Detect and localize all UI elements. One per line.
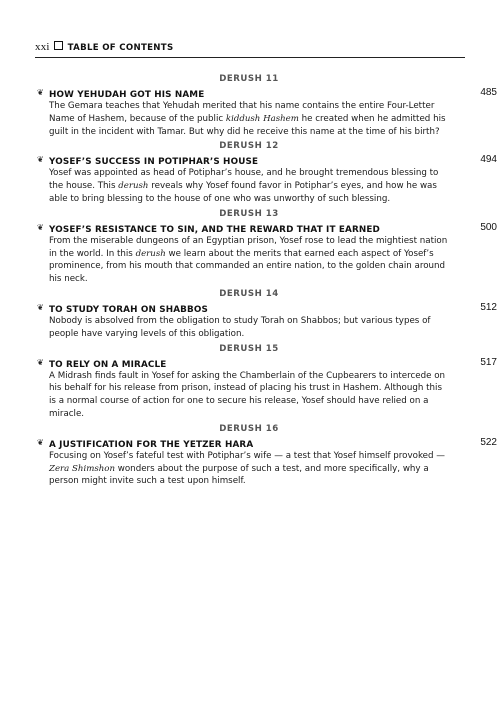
description-text: A Midrash finds fault in Yosef for asking the Chamberlain of the Cupbearers to intercede on his behalf for his release from prison, instead of placing his trust in Hashem. Although this is a normal course of action for one to secure his release, Yosef should have relied on a miracle. — [49, 370, 446, 419]
toc-entry — [37, 208, 497, 286]
entry-description — [49, 167, 449, 205]
entry-title: HOW YEHUDAH GOT HIS NAME — [49, 90, 205, 100]
description-text: we learn about the merits that earned each aspect of Yosef’s prominence, from his mouth that commanded an entire nation, to the golden chain around his neck. — [49, 248, 446, 285]
italic-term: kiddush Hashem — [225, 113, 299, 124]
italic-term: derush — [135, 248, 166, 259]
description-text: he created when he admitted his guilt in the incident with Tamar. But why did he receive this name at the time of his birth? — [49, 113, 446, 137]
page-number: xxi — [35, 41, 50, 53]
entry-title-row[interactable] — [37, 301, 497, 315]
entry-page-number: 494 — [480, 154, 497, 166]
entry-title-row[interactable] — [37, 436, 497, 450]
square-ornament-icon — [54, 41, 63, 50]
entry-description — [49, 370, 449, 421]
entry-title-row[interactable] — [37, 153, 497, 168]
toc-entries — [37, 71, 497, 490]
derush-heading: DERUSH 14 — [219, 288, 279, 299]
description-text: From the miserable dungeons of an Egyptian prison, Yosef rose to lead the mightiest nation in the world. In this — [49, 235, 448, 259]
description-text: Nobody is absolved from the obligation to study Torah on Shabbos; but various types of people have varying levels of this obligation. — [49, 315, 431, 339]
derush-heading: DERUSH 16 — [219, 423, 279, 434]
fleuron-bullet-icon: ❦ — [37, 302, 44, 312]
entry-page-number: 485 — [480, 87, 497, 98]
italic-term: derush — [118, 181, 149, 192]
entry-title-row[interactable] — [37, 86, 497, 100]
derush-heading: DERUSH 11 — [219, 74, 279, 84]
description-text: wonders about the purpose of such a test, and more specifically, why a person might invite such a test upon himself. — [49, 463, 429, 487]
header-rule — [35, 57, 465, 58]
toc-entry — [37, 140, 497, 205]
entry-title-row[interactable] — [37, 221, 497, 235]
derush-heading: DERUSH 12 — [219, 141, 279, 152]
toc-entry — [37, 288, 497, 341]
description-text: The Gemara teaches that Yehudah merited that his name contains the entire Four-Letter Name of Hashem, because of the public — [49, 101, 435, 124]
entry-page-number: 500 — [480, 221, 497, 233]
fleuron-bullet-icon: ❦ — [37, 357, 44, 367]
entry-description — [49, 235, 449, 286]
description-text: reveals why Yosef found favor in Potiphar’s eyes, and how he was able to bring blessing to the house of one who was unworthy of such blessing. — [49, 181, 437, 204]
entry-page-number: 512 — [480, 301, 497, 313]
entry-title: YOSEF’S RESISTANCE TO SIN, AND THE REWARD THAT IT EARNED — [49, 224, 381, 235]
fleuron-bullet-icon: ❦ — [37, 155, 44, 165]
description-text: Yosef was appointed as head of Potiphar’s house, and he brought tremendous blessing to the house. This — [49, 168, 439, 192]
derush-heading: DERUSH 15 — [219, 343, 279, 354]
derush-heading: DERUSH 13 — [219, 208, 279, 219]
toc-entry — [37, 73, 497, 138]
entry-title: A JUSTIFICATION FOR THE YETZER HARA — [49, 439, 254, 450]
toc-entry — [37, 423, 497, 488]
entry-description — [49, 100, 449, 138]
description-text: Focusing on Yosef’s fateful test with Potiphar’s wife — a test that Yosef himself provoked — — [49, 450, 445, 461]
italic-term: Zera Shimshon — [49, 463, 115, 474]
entry-title-row[interactable] — [37, 356, 497, 370]
entry-title: TO RELY ON A MIRACLE — [49, 359, 167, 370]
fleuron-bullet-icon: ❦ — [37, 88, 44, 97]
fleuron-bullet-icon: ❦ — [37, 222, 44, 232]
entry-page-number: 522 — [480, 436, 497, 448]
entry-title: YOSEF’S SUCCESS IN POTIPHAR’S HOUSE — [49, 157, 259, 168]
page-title: TABLE OF CONTENTS — [67, 43, 174, 53]
toc-entry — [37, 343, 497, 421]
entry-title: TO STUDY TORAH ON SHABBOS — [49, 304, 208, 315]
entry-description — [49, 450, 449, 488]
entry-description — [49, 315, 449, 341]
fleuron-bullet-icon: ❦ — [37, 437, 44, 447]
running-head — [35, 41, 173, 53]
entry-page-number: 517 — [480, 356, 497, 368]
